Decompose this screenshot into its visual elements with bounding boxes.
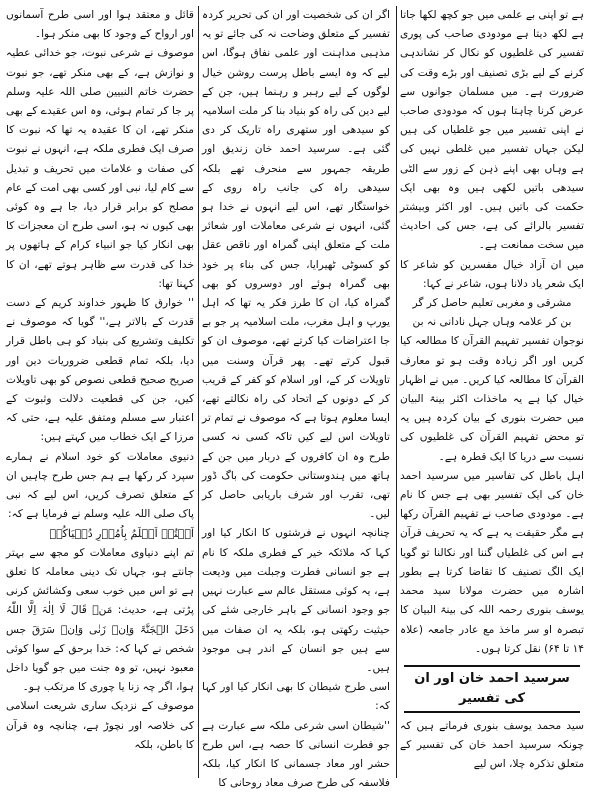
paragraph: موصوف نے شرعی نبوت، جو خدائی عطیہ و نوازش ہے، کے بھی منکر تھے، جو نبوت حضرت خاتم النبیین صلی اللہ علیہ وسلم پر جا کر تمام ہوئی، وہ اس عقیدے کے بھی منکر تھے، ان کا عقیدہ یہ تھا کہ نبوت کا صرف ایک فطری ملکہ ہے، انہوں نے نبوت کی صفات و علامات میں تحریف و تبدیل سے کام لیا، نبی اور کسی بھی امت کے عام مصلح کو برابر قرار دیا، جا ہے وہ کوئی بھی کیوں نہ ہو، اسی طرح ان معجزات کا بھی انکار کیا جو انبیاء کرام کے ہاتھوں پر خدا کی قدرت سے ظاہر ہوتے تھے، ان کا کہنا تھا: <box>6 47 194 290</box>
paragraph: دنیوی معاملات کو خود اسلام نے ہمارے سپرد کر رکھا ہے ہم جس طرح چاہیں ان کے متعلق تصرف کریں، اس لیے کہ نبی پاک صلی اللہ علیہ وسلم نے فرمایا ہے کہ: <box>6 450 194 521</box>
column-right <box>400 6 584 778</box>
paragraph: چنانچہ انہوں نے فرشتوں کا انکار کیا اور کہا کہ ملائکہ خیر کے فطری ملکہ کا نام ہے جو انسانی فطرت وجبلت میں ودیعت ہے، یہ کوئی مستقل عالم سے عبارت نہیں جو وجود انسانی کے باہر خارجی شئے کی حیثیت رکھتی ہو، بلکہ یہ ان صفات میں سے ہیں جو انسان کے اندر ہی موجود ہیں۔ <box>202 527 390 674</box>
poem-line: بن کر علامہ وہاں جہل نادانی نہ بن <box>412 316 572 329</box>
poem-line: مشرقی و مغربی تعلیم حاصل کر گر <box>412 297 572 310</box>
arabic-quote: اَنۡتُمۡ اَعۡلَمُ بِاُمُوۡرِ دُنۡیَاکُمۡ <box>49 527 194 541</box>
paragraph: تم اپنے دنیاوی معاملات کو مجھ سے بہتر جانتے ہو، جہاں تک دینی معاملہ کا تعلق ہے تو اس میں خوب سعی وکشائش کرنی پڑتی ہے، حدیث: مَنۡ قَالَ لَا اِلٰہَ اِلَّا اللّٰہُ دَخَلَ الۡجَنَّۃَ وَاِنۡ زَنٰی وَاِنۡ سَرَقَ جس شخص نے کہا کہ: خدا برحق کے سوا کوئی معبود نہیں، تو وہ جنت میں جو گویا داخل ہوا، اگر چہ زنا یا چوری کا مرتکب ہو۔ <box>6 546 194 694</box>
paragraph: اہل باطل کی تفاسیر میں سرسید احمد خان کی ایک تفسیر بھی ہے جس کا نام ہے۔ مودودی صاحب نے تفہیم القرآن رکھا ہے مگر حقیقت یہ ہے کہ یہ تحریف قرآن ہے اس کی غلطیاں گننا اور نکالنا تو گویا ایک الگ تصنیف کا تقاضا کرتا ہے بطور اشارہ میں حضرت مولانا سید محمد یوسف بنوری رحمہ اللہ کی بینۃ البیان کا تبصرہ او سر ماخذ مع عادر جامعہ (علاہ ۱۴ تا ۶۴) نقل کرتا ہوں۔ <box>400 469 584 655</box>
section-heading: سرسید احمد خان اور ان کی تفسیر <box>404 665 580 713</box>
column-divider <box>396 6 397 778</box>
column-left <box>6 6 194 778</box>
paragraph: نوجوان تفسیر تفہیم القرآن کا مطالعہ کیا کریں اور اگر زیادہ وقت ہو تو معارف القرآن کا مطالعہ کیا کریں۔ میں نے اظہار خیال کیا ہے یہ ماخذات اکثر بینۃ البیان میں حضرت بنوری کے بیان کردہ ہیں یہ تو محض تفہیم القرآن کی غلطیوں کی نسبت سے دریا کا ایک قطرہ ہے۔ <box>400 335 584 463</box>
paragraph: اسی طرح شیطان کا بھی انکار کیا اور کہا کہ: <box>202 681 390 713</box>
paragraph: سید محمد یوسف بنوری فرماتے ہیں کہ چونکہ سرسید احمد خان کی تفسیر کے متعلق تذکرہ چلا، اس لیے <box>400 719 584 771</box>
paragraph: موصوف کے نزدیک ساری شریعت اسلامی کی خلاصہ اور نچوڑ ہے، چنانچہ وہ قرآن کا باطن، بلکہ <box>6 700 194 751</box>
paragraph: قائل و معتقد ہوا اور اسی طرح آسمانوں اور ارواح کے وجود کا بھی منکر ہوا۔ <box>6 9 194 41</box>
column-divider <box>198 6 199 778</box>
column-middle <box>202 6 390 790</box>
paragraph: '' خوارق کا ظہور خداوند کریم کے دست قدرت کے بالاتر ہے،'' گویا کہ موصوف نے تکلیف وتشریع کی بنیاد کو ہی باطل قرار دیا، بلکہ تمام قطعی ضروریات دین اور صریح صحیح قطعی نصوص کو بھی تاویلات کیں، جن کی قطعیت دلالت وثبوت کے اعتبار سے مسلم ومتفق علیہ ہے، حتی کہ مرزا کے ایک خطاب میں کہتے ہیں: <box>6 297 194 444</box>
paragraph: ہے تو اپنی بے علمی میں جو کچھ لکھا جاتا ہے لکھ دیتا ہے مودودی صاحب کی پوری تفسیر کی غلطیوں کو نکال کر نشاندہی کرنے کے لیے بڑی تصنیف اور بڑے وقت کی ضرورت ہے۔ میں مسلمان جوانوں سے عرض کرنا چاہتا ہوں کہ مودودی صاحب نے اپنی تفسیر میں جو غلطیاں کی ہیں لیکن جہاں تفسیر میں غلطی نہیں کی ہے وہاں بھی اپنے ذہن کے زور سے الٹی سیدھی باتیں لکھی ہیں وہ بھی ایک حکمت کی باتیں ہیں۔ اور اکثر وبیشتر تفسیر بالرائے کی ہے، جس کی احادیث میں سخت ممانعت ہے۔ <box>400 9 584 252</box>
paragraph: اگر ان کی شخصیت اور ان کی تحریر کردہ تفسیر کے متعلق وضاحت نہ کی جائے تو یہ مذہبی مداہنت اور علمی نفاق ہوگا، اس لیے کہ وہ ایسے باطل پرست روشن خیال لوگوں کے لیے رہبر و رہنما ہیں، جن کے لیے دین کی راہ کو بنیاد بنا کر ملت اسلامیہ کو سیدھی اور ستھری راہ تاریک کر دی گئی ہے۔ سرسید احمد خان زندیق اور طریقہ جمہور سے منحرف تھے بلکہ سیدھی راہ کی جانب راہ روی کے خواستگار تھے، اس لیے انہوں نے خدا ہو گئی، انہوں نے شرعی معاملات اور شعائر ملت کے متعلق اپنی گمراہ اور ناقص عقل کو کسوٹی ٹھیرایا، جس کی بناء پر خود بھی گمراہ ہوئے اور دوسروں کو بھی گمراہ کیا، ان کا طرز فکر یہ تھا کہ اہل یورپ و اہل مغرب، ملت اسلامیہ پر جو بے جا اعتراضات کیا کرتے تھے، موصوف ان کو قبول کرتے تھے۔ پھر قرآن وسنت میں تاویلات کر کے، اور اسلام کو کفر کے قریب کر کے دونوں کے اتحاد کی راہ نکالتے تھے، ایسا معلوم ہوتا ہے کہ موصوف نے تمام تر تاویلات اس لیے کیں تاکہ کسی نہ کسی طرح وہ ان کافروں کے دربار میں جن کے ہاتھ میں ہندوستانی حکومت کی باگ ڈور تھی، تقرب اور شرف باریابی حاصل کر لیں۔ <box>202 9 390 521</box>
paragraph: میں ان آزاد خیال مفسرین کو شاعر کا ایک شعر یاد دلانا ہوں، شاعر نے کہا: <box>400 258 584 290</box>
paragraph: ''شیطان اسی شرعی ملکہ سے عبارت ہے جو فطرت انسانی کا حصہ ہے، اس طرح حشر اور معاد جسمانی کا انکار کیا، بلکہ فلاسفہ کی طرح صرف معاد روحانی کا <box>202 719 390 790</box>
